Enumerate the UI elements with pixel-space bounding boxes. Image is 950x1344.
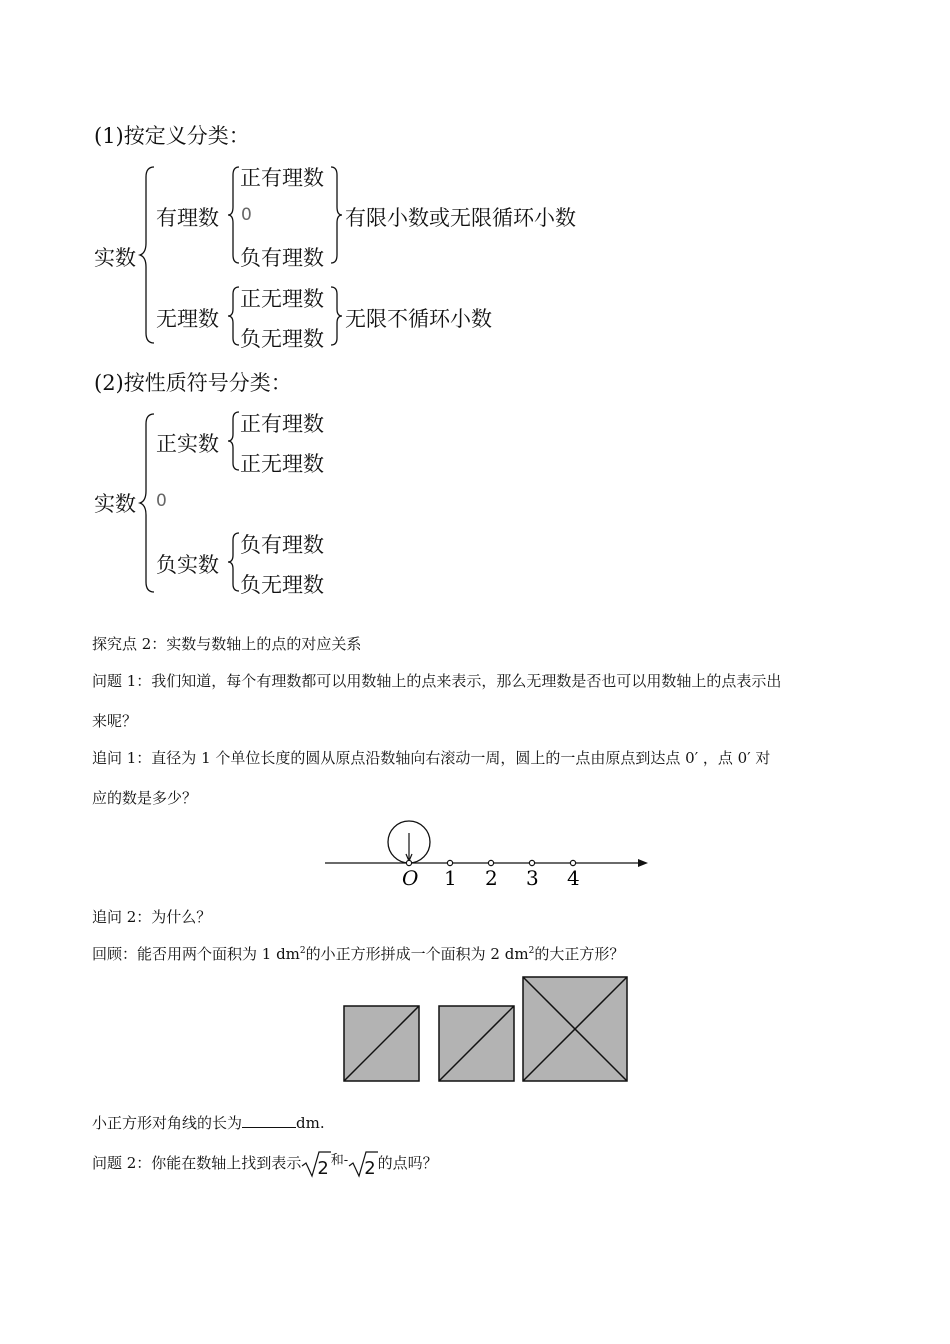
tick-1: [447, 860, 452, 865]
pos-real-label: 正实数: [156, 432, 219, 456]
sqrt-2-radicand-neg: 2: [364, 1158, 376, 1179]
diagonal-question: [92, 1112, 325, 1133]
tick-label-2: 2: [485, 866, 498, 890]
tick-label-4: 4: [567, 866, 580, 890]
section2-heading: (2)按性质符号分类：: [94, 371, 292, 395]
sqrt-2-radicand: 2: [317, 1158, 329, 1179]
sqrt-2-negative: [348, 1152, 377, 1179]
zero-label: 0: [241, 205, 252, 225]
s2-pos-irrational-label: 正无理数: [240, 452, 324, 476]
tick-label-3: 3: [526, 866, 539, 890]
pos-irrational-label: 正无理数: [240, 287, 324, 311]
number-line-arrow: [638, 859, 648, 867]
question2-text-b: 的点吗？: [377, 1154, 438, 1172]
s2-neg-irrational-label: 负无理数: [240, 573, 324, 597]
question2-text-a: 问题 2：你能在数轴上找到表示: [92, 1154, 302, 1172]
rational-right-brace: [328, 165, 344, 265]
review-line: [92, 943, 624, 964]
tick-4: [570, 860, 575, 865]
neg-irrational-label: 负无理数: [240, 327, 324, 351]
review-text-c: 的大正方形？: [534, 945, 625, 963]
review-sup-1: 2: [299, 946, 306, 956]
s2-neg-rational-label: 负有理数: [240, 533, 324, 557]
review-text-b: 的小正方形拼成一个面积为 2 dm: [305, 945, 529, 963]
review-sup-2: 2: [528, 946, 535, 956]
squares-figure: [342, 975, 632, 1085]
section2-outer-brace: [138, 412, 158, 594]
rational-note: 有限小数或无限循环小数: [345, 206, 576, 230]
s2-pos-rational-label: 正有理数: [240, 412, 324, 436]
irrational-note: 无限不循环小数: [345, 307, 492, 331]
question2-and: 和-: [330, 1153, 349, 1168]
section1-root: 实数: [94, 246, 136, 270]
tick-2: [488, 860, 493, 865]
section1-outer-brace: [138, 165, 158, 345]
diagonal-text: 小正方形对角线的长为: [92, 1114, 243, 1132]
explore-title: 探究点 2：实数与数轴上的点的对应关系: [92, 635, 362, 653]
followup1-line2: 应的数是多少？: [92, 789, 198, 807]
answer-blank[interactable]: [242, 1113, 296, 1128]
tick-label-1: 1: [444, 866, 457, 890]
followup2: 追问 2：为什么？: [92, 908, 212, 926]
irrational-label: 无理数: [156, 307, 219, 331]
question1-line1: 问题 1：我们知道，每个有理数都可以用数轴上的点来表示，那么无理数是否也可以用数轴上的点表示出: [92, 672, 782, 690]
tick-0: [406, 860, 411, 865]
question1-line2: 来呢？: [92, 712, 138, 730]
pos-rational-label: 正有理数: [240, 166, 324, 190]
followup1-line1: 追问 1：直径为 1 个单位长度的圆从原点沿数轴向右滚动一周，圆上的一点由原点到达点 0′ ，点 0′ 对: [92, 749, 771, 767]
section2-root: 实数: [94, 492, 136, 516]
question2: [92, 1152, 438, 1179]
origin-label: O: [402, 866, 419, 890]
number-line-figure: [320, 818, 655, 890]
sqrt-2-positive: [301, 1152, 330, 1179]
irrational-right-brace: [328, 285, 344, 347]
rational-label: 有理数: [156, 206, 219, 230]
diagonal-unit: dm.: [296, 1114, 325, 1132]
section1-heading: (1)按定义分类：: [94, 124, 250, 148]
s2-zero-label: 0: [156, 491, 167, 511]
neg-real-label: 负实数: [156, 553, 219, 577]
tick-3: [529, 860, 534, 865]
review-text-a: 回顾：能否用两个面积为 1 dm: [92, 945, 300, 963]
neg-rational-label: 负有理数: [240, 246, 324, 270]
